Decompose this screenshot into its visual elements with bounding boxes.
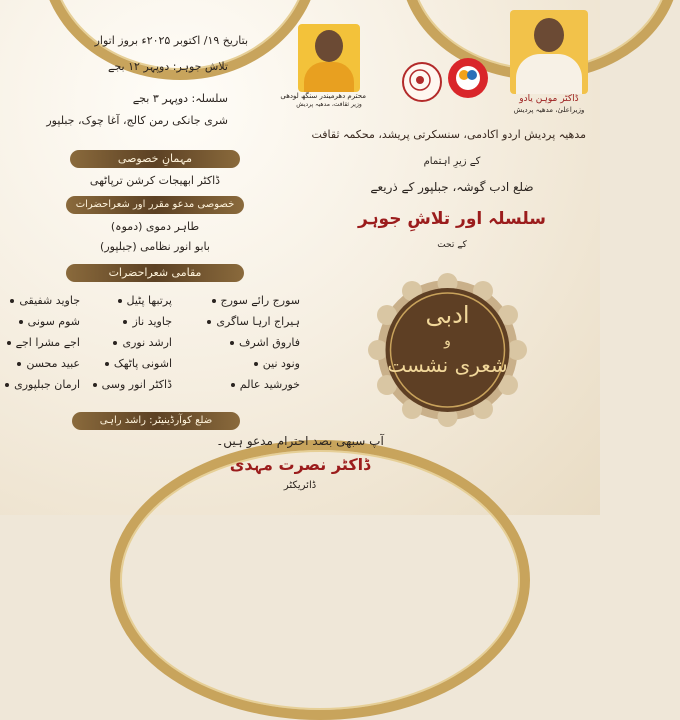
session-silsila-time: سلسلہ: دوپہر ۳ بجے (132, 92, 228, 105)
list-item: جاوید ناز (72, 311, 172, 332)
list-item: خورشید عالم (180, 374, 300, 395)
chief-guest-name: ڈاکٹر ابھیجات کرشن ترپاٹھی (89, 174, 221, 187)
local-poets-heading: مقامی شعراحضرات (66, 264, 244, 282)
event-date: بتاریخ ۱۹/ اکتوبر ۲۰۲۵ء بروز اتوار (94, 34, 248, 47)
culture-dept-logo (448, 58, 488, 98)
list-item: اشونی پاٹھک (72, 353, 172, 374)
under-heading: کے تحت (437, 240, 467, 250)
garment (516, 54, 582, 94)
list-item: ڈاکٹر انور وسی (72, 374, 172, 395)
list-item: پرتبھا پٹیل (72, 290, 172, 311)
photo-chief-minister (510, 10, 588, 94)
minister-caption: محترم دھرمیندر سنگھ لودھی (280, 92, 366, 100)
portrait (315, 30, 343, 62)
garment (304, 62, 354, 92)
list-item: جاوید شفیقی (0, 290, 80, 311)
list-item: ارشد نوری (72, 332, 172, 353)
list-item: فاروق اشرف (180, 332, 300, 353)
chief-minister-subcaption: وزیراعلیٰ، مدھیہ پردیش (513, 106, 585, 114)
poets-column-2 (72, 290, 172, 395)
list-item: اجے مشرا اجے (0, 332, 80, 353)
list-item: سورج رائے سورج (180, 290, 300, 311)
venue: شری جانکی رمن کالج، آغا چوک، جبلپور (46, 114, 228, 127)
medallion-line-3: شعری نشست (387, 353, 508, 377)
series-title: سلسلہ اور تلاشِ جوہر (358, 209, 546, 229)
medallion-line-1: ادبی (425, 301, 470, 329)
list-item: ارمان جبلپوری (0, 374, 80, 395)
special-guests-heading: خصوصی مدعو مقرر اور شعراحضرات (66, 196, 244, 214)
scalloped-medallion-shape (360, 275, 535, 425)
director-name: ڈاکٹر نصرت مہدی (229, 455, 371, 474)
chief-guest-heading: مہمانِ خصوصی (70, 150, 240, 168)
minister-subcaption: وزیر ثقافت، مدھیہ پردیش (296, 101, 362, 108)
academy-seal-logo (402, 62, 442, 102)
medallion-line-2: و (444, 333, 451, 349)
list-item: شوم سونی (0, 311, 80, 332)
poets-column-1 (180, 290, 300, 395)
portrait (534, 18, 564, 52)
under-auspices: کے زیرِ اہتمام (423, 156, 481, 167)
special-guest-1: طاہر دموی (دموہ) (110, 220, 200, 233)
organizers-line: مدھیہ پردیش اردو اکادمی، سنسکرتی پریشد، محکمہ ثقافت (311, 128, 586, 141)
photo-minister (298, 24, 360, 92)
district-line: ضلع ادب گوشہ، جبلپور کے ذریعے (370, 180, 534, 194)
list-item: ہیراج ارہا ساگری (180, 311, 300, 332)
poets-column-3 (0, 290, 80, 395)
chief-minister-caption: ڈاکٹر موہن یادو (519, 94, 579, 104)
special-guest-2: بابو انور نظامی (جبلپور) (100, 240, 210, 253)
list-item: عبید محسن (0, 353, 80, 374)
list-item: ونود نین (180, 353, 300, 374)
session-talash-time: تلاش جوہر: دوپہر ۱۲ بجے (108, 60, 228, 73)
invitation-line: آپ سبھی بصد احترام مدعو ہیں۔ (216, 434, 384, 448)
medallion (360, 275, 535, 425)
coordinator-line: ضلع کوآرڈینیٹر: راشد راہی (72, 412, 240, 430)
director-title: ڈائریکٹر (283, 480, 317, 491)
